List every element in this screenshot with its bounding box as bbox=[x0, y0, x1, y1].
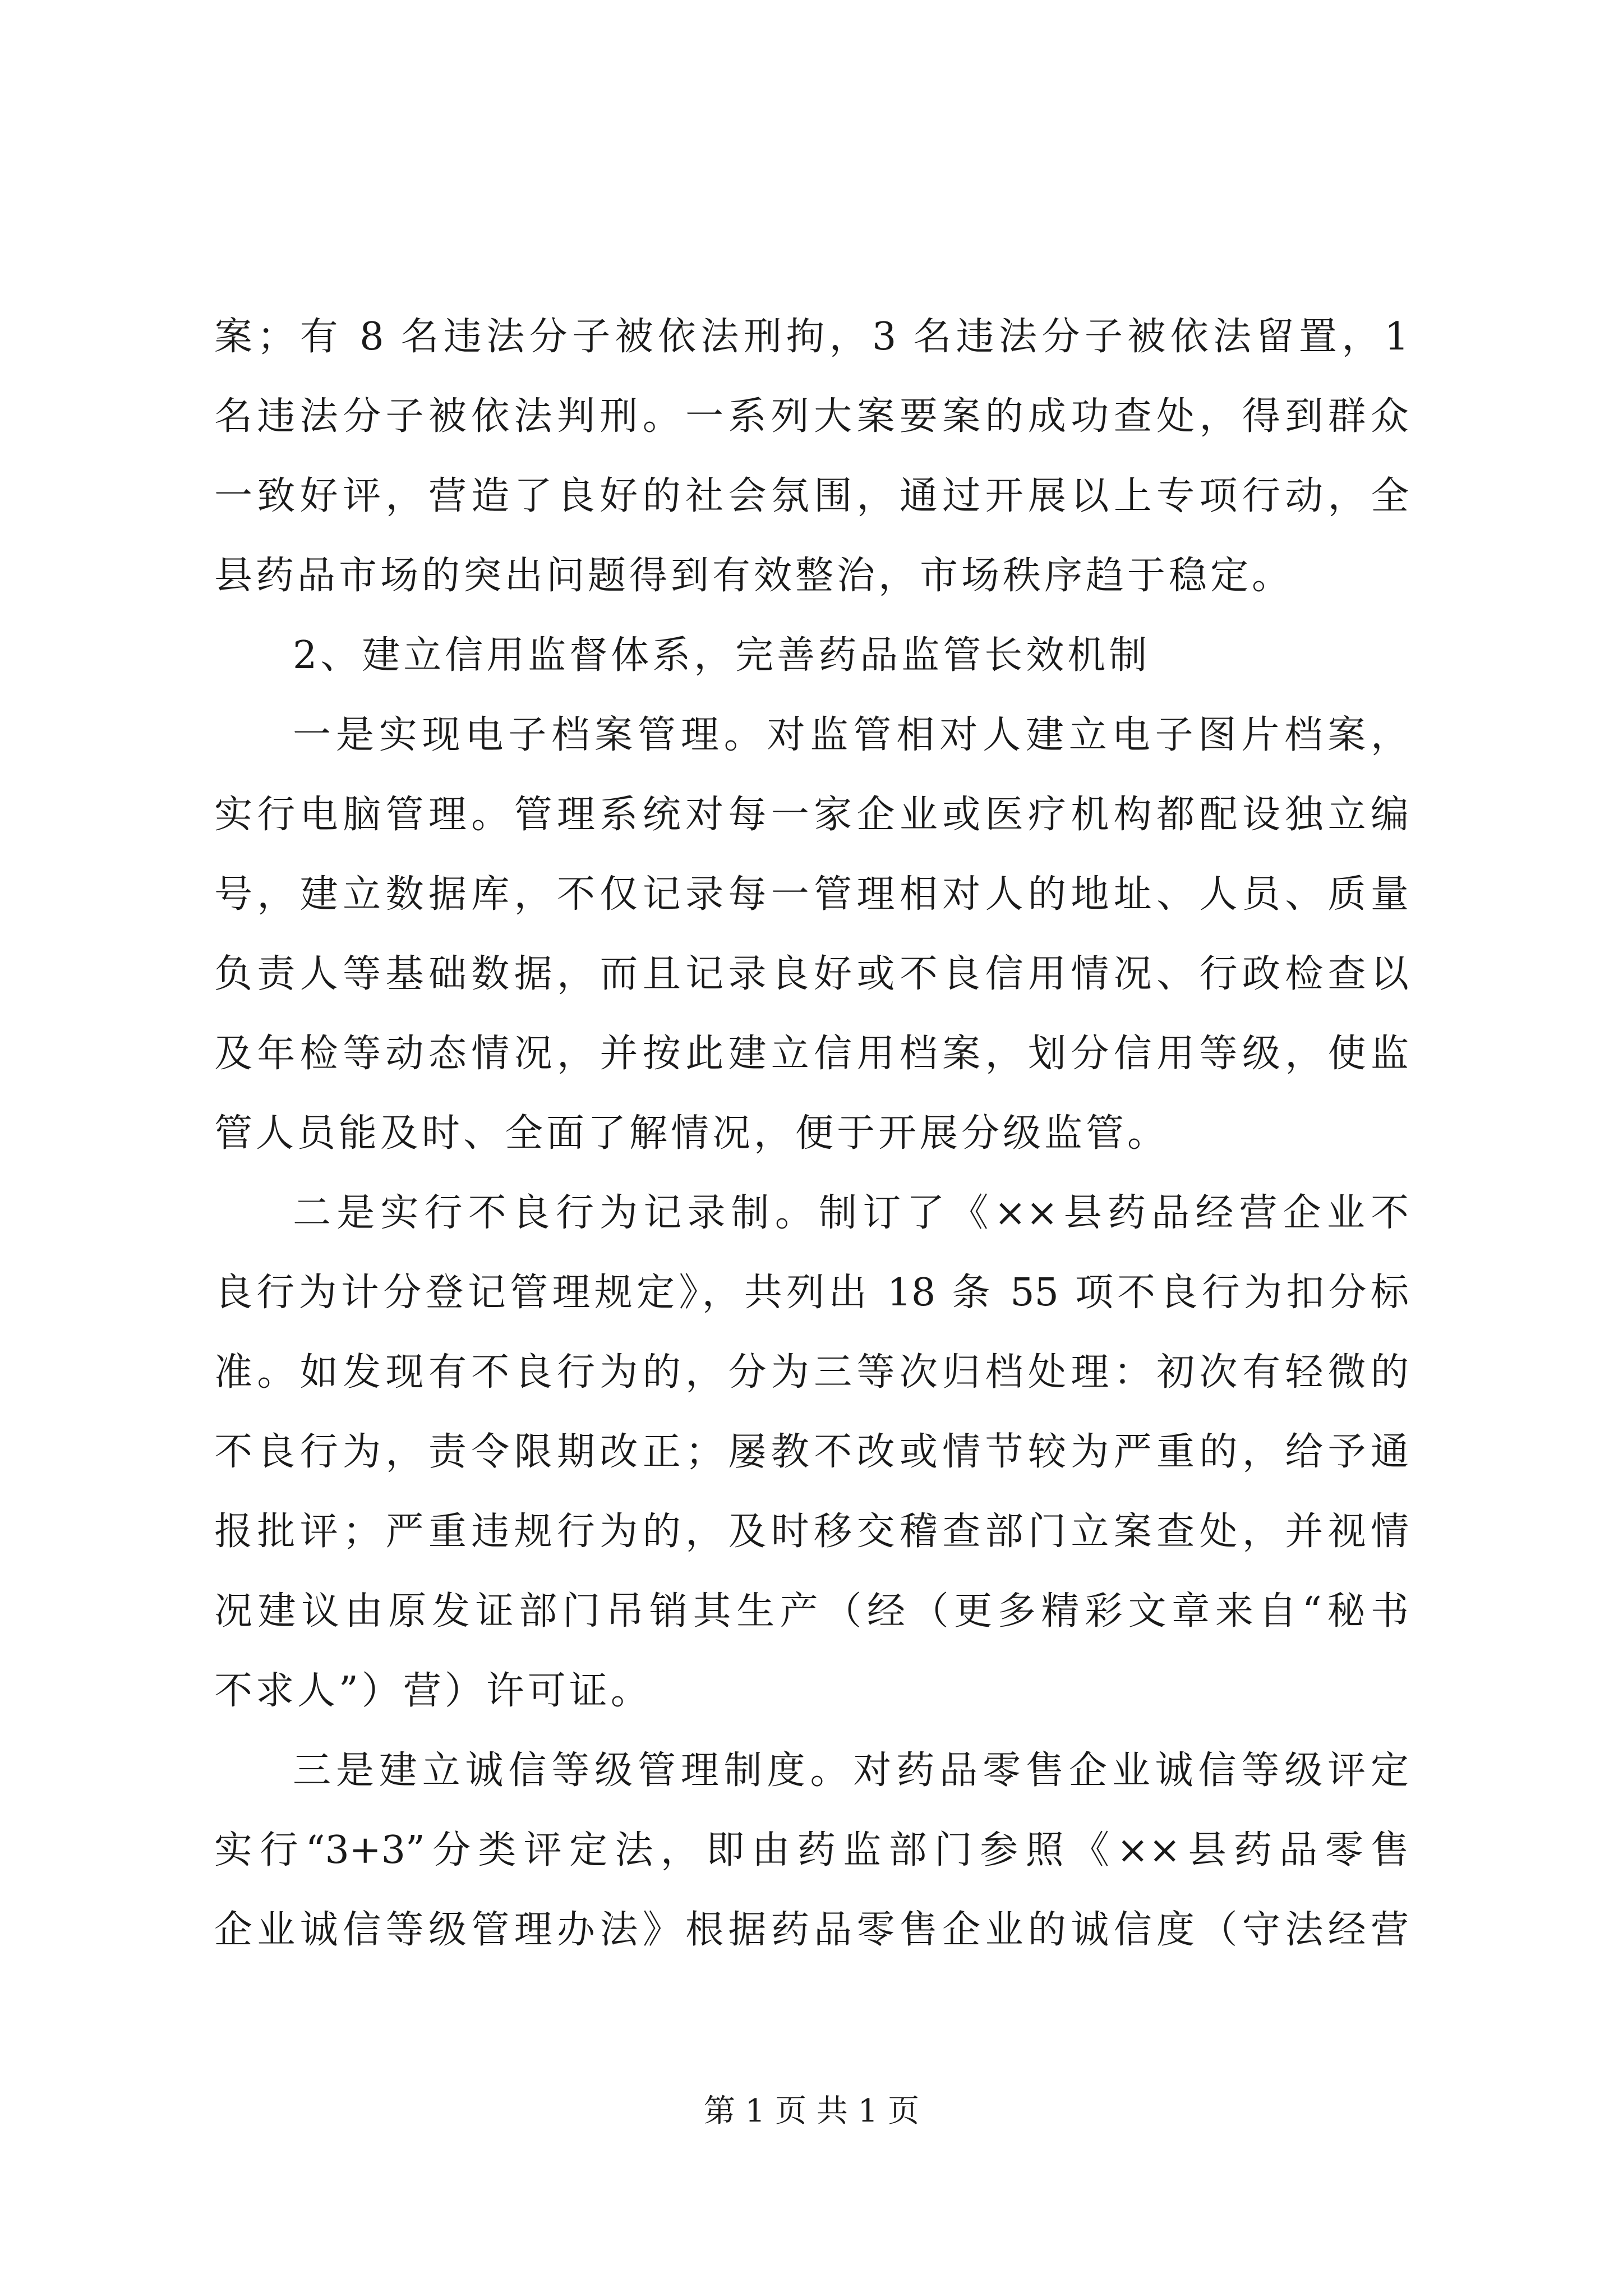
text-line: 一是实现电子档案管理。对监管相对人建立电子图片档案， bbox=[293, 713, 1409, 757]
body-text bbox=[214, 297, 1409, 1970]
text-line: 案；有 8 名违法分子被依法刑拘，3 名违法分子被依法留置，1 bbox=[214, 315, 1409, 359]
text-line: 一致好评，营造了良好的社会氛围，通过开展以上专项行动，全 bbox=[214, 474, 1409, 518]
text-line: 名违法分子被依法判刑。一系列大案要案的成功查处，得到群众 bbox=[214, 394, 1409, 439]
text-line: 二是实行不良行为记录制。制订了《××县药品经营企业不 bbox=[293, 1191, 1409, 1235]
page-footer: 第 1 页 共 1 页 bbox=[703, 2093, 920, 2129]
text-line: 不求人”）营）许可证。 bbox=[214, 1669, 652, 1713]
text-line: 实行电脑管理。管理系统对每一家企业或医疗机构都配设独立编 bbox=[214, 793, 1409, 837]
text-line: 企业诚信等级管理办法》根据药品零售企业的诚信度（守法经营 bbox=[214, 1908, 1409, 1952]
text-line: 号，建立数据库，不仅记录每一管理相对人的地址、人员、质量 bbox=[214, 872, 1409, 917]
text-line: 实行“3+3”分类评定法，即由药监部门参照《××县药品零售 bbox=[214, 1828, 1409, 1872]
text-line: 三是建立诚信等级管理制度。对药品零售企业诚信等级评定 bbox=[293, 1749, 1409, 1793]
text-line: 良行为计分登记管理规定》，共列出 18 条 55 项不良行为扣分标 bbox=[214, 1271, 1409, 1315]
text-line: 及年检等动态情况，并按此建立信用档案，划分信用等级，使监 bbox=[214, 1032, 1409, 1076]
text-line: 准。如发现有不良行为的，分为三等次归档处理：初次有轻微的 bbox=[214, 1350, 1409, 1395]
text-line: 不良行为，责令限期改正；屡教不改或情节较为严重的，给予通 bbox=[214, 1430, 1409, 1474]
text-line: 报批评；严重违规行为的，及时移交稽查部门立案查处，并视情 bbox=[214, 1510, 1409, 1554]
text-line: 况建议由原发证部门吊销其生产（经（更多精彩文章来自“秘书 bbox=[214, 1589, 1409, 1634]
section-heading: 2、建立信用监督体系，完善药品监管长效机制 bbox=[293, 633, 1151, 678]
text-line: 管人员能及时、全面了解情况，便于开展分级监管。 bbox=[214, 1111, 1169, 1156]
text-line: 负责人等基础数据，而且记录良好或不良信用情况、行政检查以 bbox=[214, 952, 1409, 996]
text-line: 县药品市场的突出问题得到有效整治，市场秩序趋于稳定。 bbox=[214, 554, 1294, 598]
